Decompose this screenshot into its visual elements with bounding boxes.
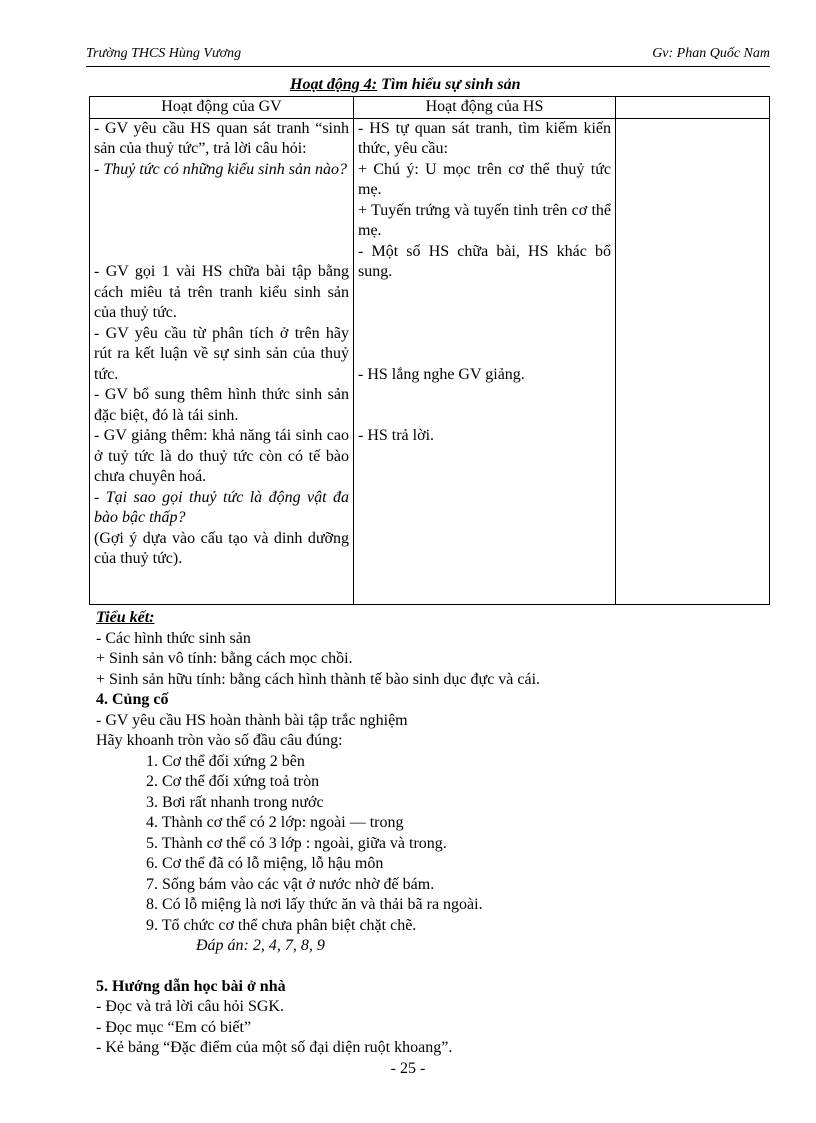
header-gv: Hoạt động của GV xyxy=(90,97,354,119)
section4-heading: 4. Củng cố xyxy=(96,691,169,708)
page-number: - 25 - xyxy=(390,1060,426,1077)
summary-line-1: - Các hình thức sinh sản xyxy=(96,629,251,647)
title-text: Tìm hiểu sự sinh sản xyxy=(377,76,521,93)
section5-line-2: - Đọc mục “Em có biết” xyxy=(96,1018,252,1036)
hs-para-5: - HS lắng nghe GV giảng. xyxy=(358,365,525,383)
gv-para-5: - GV giảng thêm: khả năng tái sinh cao ở tuỷ tức là do thuỷ tức còn có tế bào chưa chuyên hoá. xyxy=(94,427,349,485)
table-row xyxy=(90,118,770,604)
notes-cell xyxy=(616,118,770,604)
list-item: 6. Cơ thể đã có lỗ miệng, lỗ hậu môn xyxy=(146,855,384,872)
hs-para-4: - Một số HS chữa bài, HS khác bổ sung. xyxy=(358,242,611,280)
hs-cell xyxy=(354,118,616,604)
hs-para-2: + Chú ý: U mọc trên cơ thể thuỷ tức mẹ. xyxy=(358,160,611,198)
hs-para-3: + Tuyến trứng và tuyến tinh trên cơ thể mẹ. xyxy=(358,201,611,239)
list-item: 9. Tổ chức cơ thể chưa phân biệt chặt chẽ. xyxy=(146,916,417,934)
list-item: 3. Bơi rất nhanh trong nước xyxy=(146,793,324,811)
list-item: 2. Cơ thể đối xứng toả tròn xyxy=(146,773,320,790)
header-hs: Hoạt động của HS xyxy=(354,97,616,119)
summary-heading: Tiểu kết: xyxy=(96,609,155,626)
summary-line-2: + Sinh sản vô tính: bằng cách mọc chồi. xyxy=(96,650,353,667)
quiz-answer: Đáp án: 2, 4, 7, 8, 9 xyxy=(196,937,325,954)
list-item: 5. Thành cơ thể có 3 lớp : ngoài, giữa và trong. xyxy=(146,834,447,852)
quiz-list xyxy=(146,752,776,937)
gv-para-4: - GV bổ sung thêm hình thức sinh sản đặc biệt, đó là tái sinh. xyxy=(94,386,349,424)
gv-question-2: - Tại sao gọi thuỷ tức là động vật đa bào bậc thấp? xyxy=(94,488,349,526)
gv-question-1: - Thuỷ tức có những kiểu sinh sản nào? xyxy=(94,160,347,178)
section5-heading: 5. Hướng dẫn học bài ở nhà xyxy=(96,977,286,995)
lesson-body xyxy=(96,608,776,1059)
section4-line-1: - GV yêu cầu HS hoàn thành bài tập trắc nghiệm xyxy=(96,711,408,729)
hs-para-6: - HS trả lời. xyxy=(358,427,435,444)
section5-line-3: - Kẻ bảng “Đặc điểm của một số đại diện ruột khoang”. xyxy=(96,1039,453,1056)
gv-para-1: - GV yêu cầu HS quan sát tranh “sinh sản của thuỷ tức”, trả lời câu hỏi: xyxy=(94,119,349,157)
hs-para-1: - HS tự quan sát tranh, tìm kiếm kiến thức, yêu cầu: xyxy=(358,119,611,157)
gv-cell xyxy=(90,118,354,604)
list-item: 1. Cơ thể đối xứng 2 bên xyxy=(146,752,305,770)
list-item: 8. Có lỗ miệng là nơi lấy thức ăn và thải bã ra ngoài. xyxy=(146,896,483,913)
school-name: Trường THCS Hùng Vương xyxy=(86,46,242,61)
teacher-name: Gv: Phan Quốc Nam xyxy=(652,46,770,61)
list-item: 7. Sống bám vào các vật ở nước nhờ đế bám. xyxy=(146,875,435,893)
section4-line-2: Hãy khoanh tròn vào số đầu câu đúng: xyxy=(96,732,343,749)
section-title xyxy=(290,76,521,94)
title-label: Hoạt động 4: xyxy=(290,76,378,93)
list-item: 4. Thành cơ thể có 2 lớp: ngoài — trong xyxy=(146,814,404,831)
gv-para-3: - GV yêu cầu từ phân tích ở trên hãy rút ra kết luận về sự sinh sản của thuỷ tức. xyxy=(94,324,349,383)
gv-para-7: (Gợi ý dựa vào cấu tạo và dinh dưỡng của thuỷ tức). xyxy=(94,529,349,567)
page-header xyxy=(86,46,770,67)
table-header-row xyxy=(90,97,770,119)
gv-para-2: - GV gọi 1 vài HS chữa bài tập bằng cách miêu tả trên tranh kiểu sinh sản của thuỷ tức. xyxy=(94,263,349,321)
activity-table xyxy=(89,96,770,605)
section5-line-1: - Đọc và trả lời câu hỏi SGK. xyxy=(96,998,284,1015)
header-empty xyxy=(616,97,770,119)
summary-line-3: + Sinh sản hữu tính: bằng cách hình thành tế bào sinh dục đực và cái. xyxy=(96,670,541,688)
